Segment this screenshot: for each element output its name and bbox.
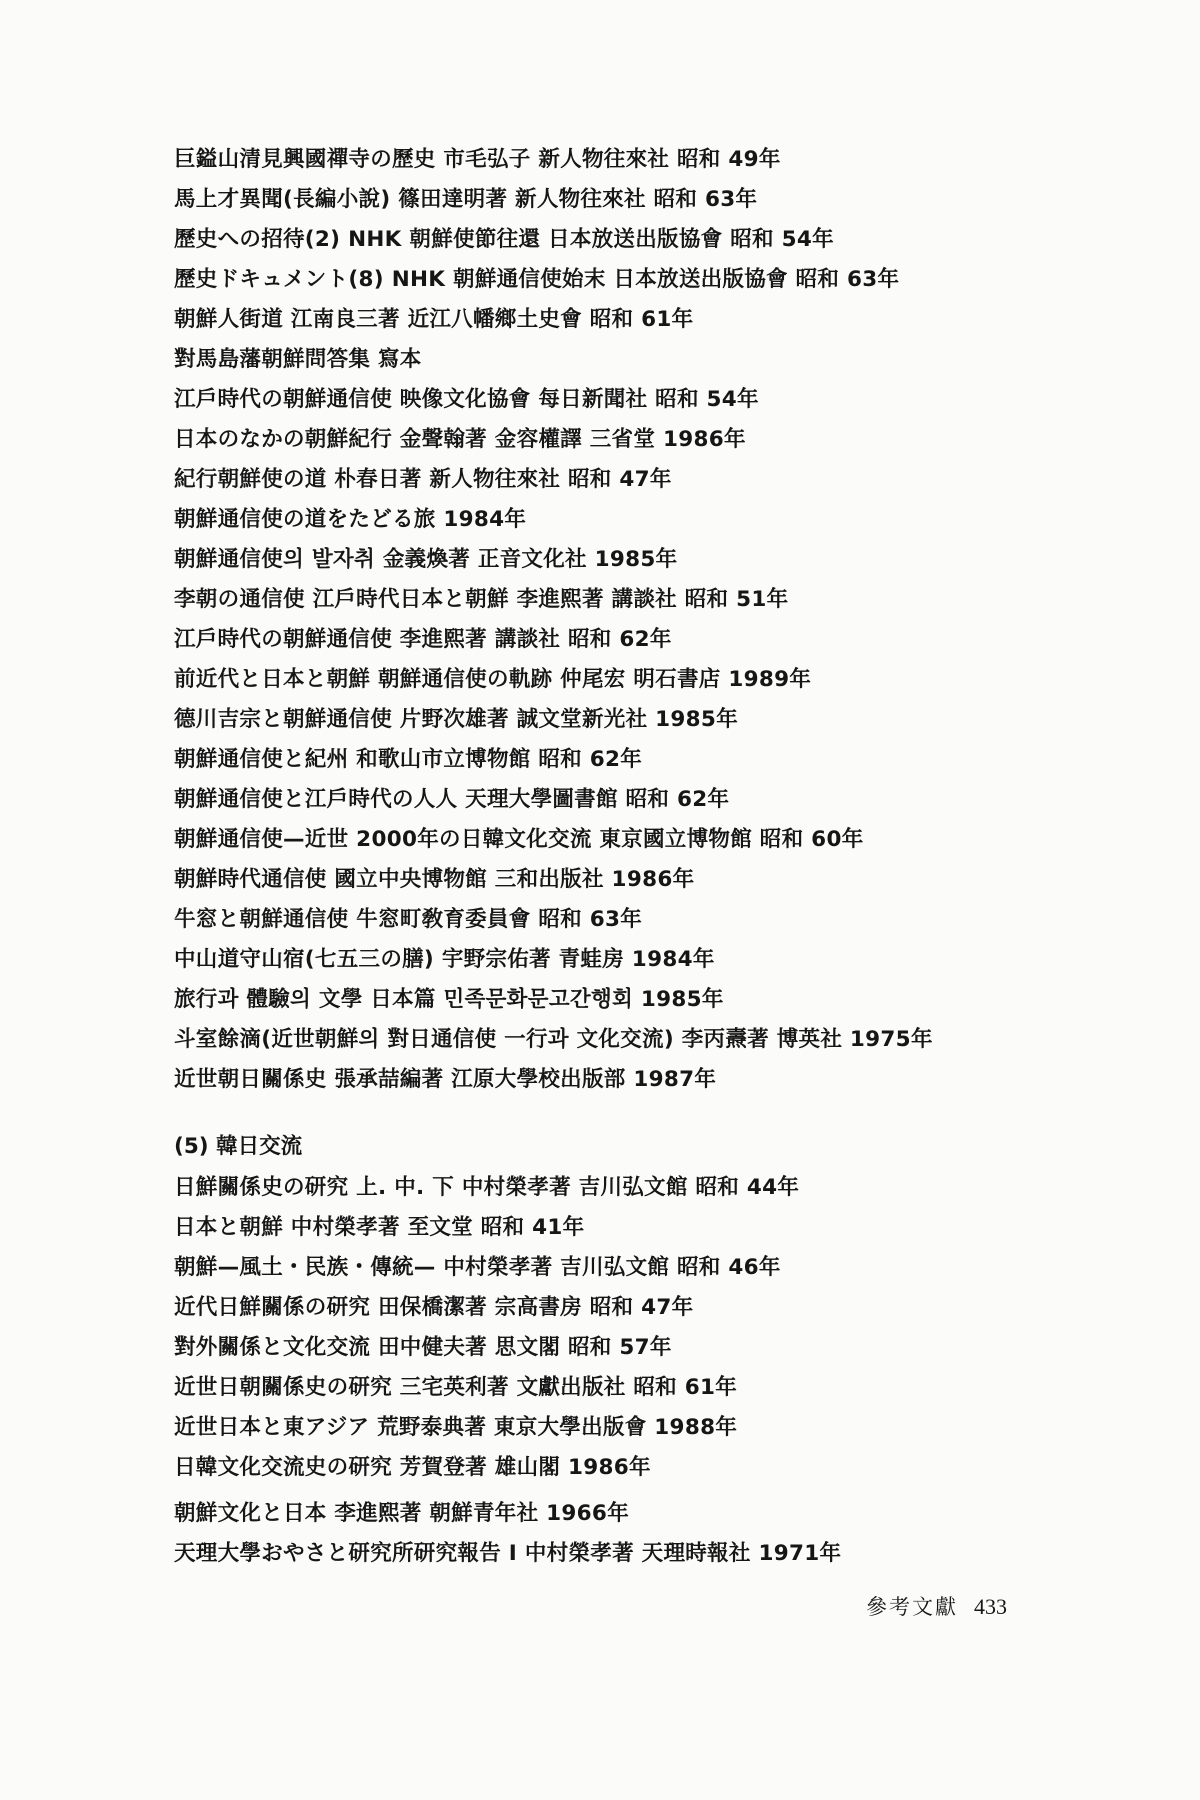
- reference-entry: 近世朝日關係史 張承喆編著 江原大學校出版部 1987年: [174, 1067, 717, 1092]
- reference-entry: 朝鮮通信使と紀州 和歌山市立博物館 昭和 62年: [174, 747, 643, 772]
- reference-entry: 近世日朝關係史の研究 三宅英利著 文獻出版社 昭和 61年: [174, 1375, 738, 1400]
- section-heading: (5) 韓日交流: [174, 1134, 303, 1159]
- footer-label: 參考文獻: [866, 1595, 958, 1619]
- page-number: 433: [974, 1594, 1007, 1619]
- reference-entry: 牛窓と朝鮮通信使 牛窓町敎育委員會 昭和 63年: [174, 907, 643, 932]
- reference-entry: 朝鮮通信使と江戶時代の人人 天理大學圖書館 昭和 62年: [174, 787, 730, 812]
- reference-entry: 歷史への招待(2) NHK 朝鮮使節往還 日本放送出版協會 昭和 54年: [174, 227, 834, 252]
- reference-entry: 朝鮮時代通信使 國立中央博物館 三和出版社 1986年: [174, 867, 695, 892]
- reference-entry: 朝鮮文化と日本 李進熙著 朝鮮青年社 1966年: [174, 1501, 629, 1526]
- reference-entry: 江戶時代の朝鮮通信使 李進熙著 講談社 昭和 62年: [174, 627, 672, 652]
- reference-entry: 對馬島藩朝鮮問答集 寫本: [174, 347, 422, 372]
- reference-entry: 對外關係と文化交流 田中健夫著 思文閣 昭和 57年: [174, 1335, 672, 1360]
- reference-entry: 日本と朝鮮 中村榮孝著 至文堂 昭和 41年: [174, 1215, 585, 1240]
- reference-entry: 旅行과 體驗의 文學 日本篇 민족문화문고간행회 1985年: [174, 987, 724, 1012]
- reference-entry: 德川吉宗と朝鮮通信使 片野次雄著 誠文堂新光社 1985年: [174, 707, 738, 732]
- reference-entry: 日本のなかの朝鮮紀行 金聲翰著 金容權譯 三省堂 1986年: [174, 427, 746, 452]
- reference-entry: 江戶時代の朝鮮通信使 映像文化協會 每日新聞社 昭和 54年: [174, 387, 759, 412]
- reference-entry: 歷史ドキュメント(8) NHK 朝鮮通信使始末 日本放送出版協會 昭和 63年: [174, 267, 900, 292]
- reference-entry: 近代日鮮關係の研究 田保橋潔著 宗高書房 昭和 47年: [174, 1295, 694, 1320]
- reference-entry: 朝鮮通信使の道をたどる旅 1984年: [174, 507, 527, 532]
- reference-entry: 朝鮮通信使—近世 2000年の日韓文化交流 東京國立博物館 昭和 60年: [174, 827, 864, 852]
- reference-entry: 前近代と日本と朝鮮 朝鮮通信使の軌跡 仲尾宏 明石書店 1989年: [174, 667, 812, 692]
- reference-entry: 日韓文化交流史の研究 芳賀登著 雄山閣 1986年: [174, 1455, 651, 1480]
- reference-entry: 李朝の通信使 江戶時代日本と朝鮮 李進熙著 講談社 昭和 51年: [174, 587, 789, 612]
- reference-entry: 朝鮮—風土・民族・傳統— 中村榮孝著 吉川弘文館 昭和 46年: [174, 1255, 781, 1280]
- reference-entry: 朝鮮通信使의 발자취 金義煥著 正音文化社 1985年: [174, 547, 678, 572]
- reference-entry: 天理大學おやさと研究所研究報告 I 中村榮孝著 天理時報社 1971年: [174, 1541, 842, 1566]
- reference-entry: 日鮮關係史の研究 上. 中. 下 中村榮孝著 吉川弘文館 昭和 44年: [174, 1175, 800, 1200]
- reference-entry: 斗室餘滴(近世朝鮮의 對日通信使 一行과 文化交流) 李丙燾著 博英社 1975年: [174, 1027, 933, 1052]
- reference-entry: 朝鮮人街道 江南良三著 近江八幡鄉土史會 昭和 61年: [174, 307, 694, 332]
- reference-entry: 中山道守山宿(七五三の膳) 宇野宗佑著 青蛙房 1984年: [174, 947, 715, 972]
- reference-entry: 紀行朝鮮使の道 朴春日著 新人物往來社 昭和 47年: [174, 467, 672, 492]
- reference-entry: 巨鎰山清見興國禪寺の歷史 市毛弘子 新人物往來社 昭和 49年: [174, 147, 781, 172]
- reference-entry: 馬上才異聞(長編小說) 篠田達明著 新人物往來社 昭和 63年: [174, 187, 758, 212]
- page-footer: [866, 1592, 1007, 1622]
- reference-entry: 近世日本と東アジア 荒野泰典著 東京大學出版會 1988年: [174, 1415, 738, 1440]
